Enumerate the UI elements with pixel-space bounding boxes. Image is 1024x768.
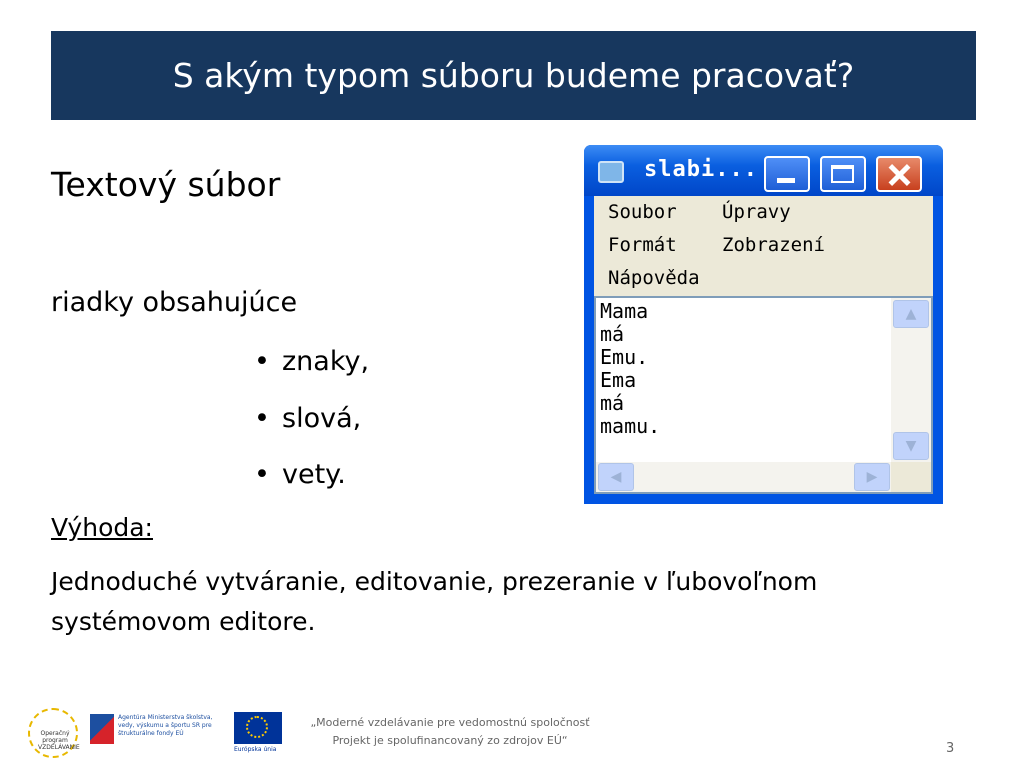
scroll-right-icon[interactable]: ▶: [854, 463, 890, 491]
slide-title: S akým typom súboru budeme pracovať?: [172, 56, 855, 95]
slide-heading: Textový súbor: [51, 165, 281, 204]
bullet-item: [254, 346, 369, 377]
footer-logos: [28, 708, 288, 760]
eu-logo-text: Európska únia: [234, 746, 277, 753]
esf-logo-text: Operačný program VZDELÁVANIE: [38, 730, 80, 751]
menu-item-napoveda[interactable]: Nápověda: [608, 267, 700, 289]
bullet-dot: •: [254, 403, 270, 434]
esf-logo: [28, 708, 78, 758]
scroll-up-icon[interactable]: ▲: [893, 300, 929, 328]
horizontal-scrollbar[interactable]: [596, 462, 893, 492]
menu-bar: [594, 196, 933, 296]
agency-logo-text: Agentúra Ministerstva školstva, vedy, výskumu a športu SR pre štrukturálne fondy EÚ: [118, 714, 213, 737]
scroll-left-icon[interactable]: ◀: [598, 463, 634, 491]
minimize-button[interactable]: [764, 156, 810, 192]
notepad-window: [584, 145, 943, 504]
resize-grip-icon[interactable]: [891, 462, 931, 492]
vertical-scrollbar[interactable]: [891, 298, 931, 462]
menu-item-format[interactable]: Formát: [608, 234, 677, 256]
bullet-text: znaky,: [282, 346, 370, 377]
eu-flag-icon: [234, 712, 282, 744]
menu-item-soubor[interactable]: Soubor: [608, 201, 677, 223]
bullet-dot: •: [254, 346, 270, 377]
notepad-icon: [598, 161, 624, 183]
bullet-dot: •: [254, 459, 270, 490]
bullet-item: [254, 403, 361, 434]
eu-stars-icon: [246, 716, 268, 738]
window-title: slabi...: [644, 157, 758, 182]
close-button[interactable]: [876, 156, 922, 192]
document-text[interactable]: Mama má Emu. Ema má mamu.: [600, 299, 661, 438]
bullet-text: vety.: [282, 459, 346, 490]
footer-line: Projekt je spolufinancovaný zo zdrojov EÚ“: [332, 734, 568, 747]
advantage-label: Výhoda:: [51, 513, 153, 542]
footer-line: „Moderné vzdelávanie pre vedomostnú spoločnosť: [310, 716, 590, 729]
text-area[interactable]: [594, 296, 933, 494]
advantage-text: Jednoduché vytváranie, editovanie, prezeranie v ľubovoľnom systémovom editore.: [51, 567, 818, 636]
maximize-button[interactable]: [820, 156, 866, 192]
menu-item-upravy[interactable]: Úpravy: [722, 201, 791, 223]
slide-title-bar: [51, 31, 976, 120]
bullet-text: slová,: [282, 403, 362, 434]
intro-text: riadky obsahujúce: [51, 287, 298, 318]
footer-text: [300, 714, 600, 750]
window-title-bar[interactable]: [584, 145, 943, 196]
menu-item-zobrazeni[interactable]: Zobrazení: [722, 234, 825, 256]
agency-logo: [90, 714, 114, 744]
scroll-down-icon[interactable]: ▼: [893, 432, 929, 460]
bullet-item: [254, 459, 346, 490]
page-number: 3: [946, 741, 955, 756]
